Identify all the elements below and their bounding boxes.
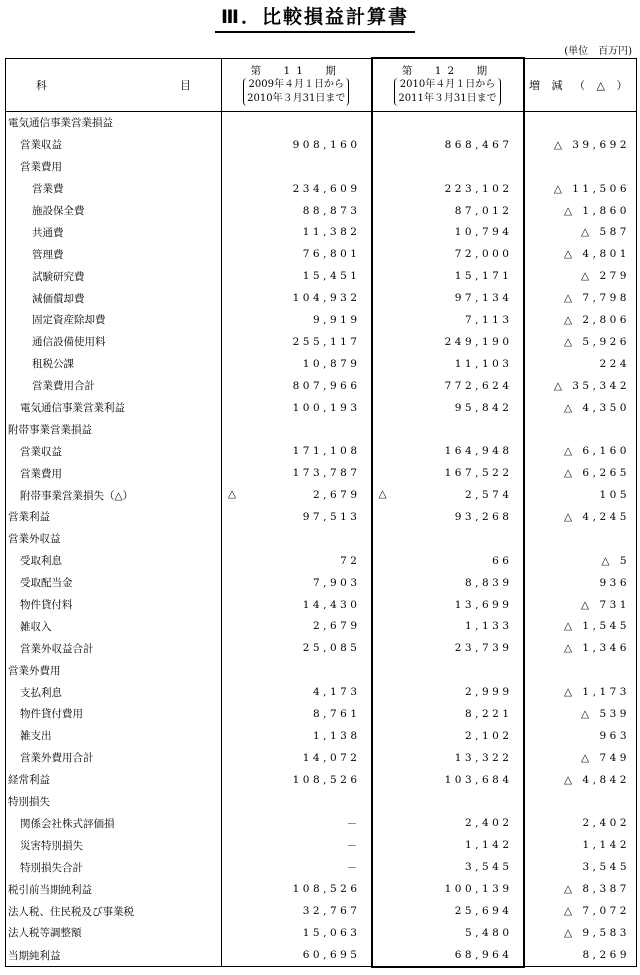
- period-12-value: [372, 243, 524, 265]
- change-value: △ 35,342: [524, 375, 637, 397]
- period-12-value: [372, 834, 524, 856]
- cell-value: 10,794: [454, 226, 513, 239]
- negative-mark: △: [378, 488, 387, 501]
- row-label: 特別損失: [6, 791, 222, 813]
- cell-value: 9,919: [312, 313, 361, 326]
- cell-value: 23,739: [454, 642, 513, 655]
- cell-value: 255,117: [292, 335, 361, 348]
- period-11-value: [222, 484, 372, 506]
- cell-value: 93,268: [454, 510, 513, 523]
- cell-value: 2,402: [464, 817, 513, 830]
- cell-value: 32,767: [302, 905, 361, 917]
- cell-value: 2,999: [464, 686, 513, 699]
- negative-mark: △: [228, 488, 237, 501]
- cell-value: 104,932: [292, 292, 361, 305]
- period-11-value: [222, 440, 372, 462]
- period-12-value: [372, 900, 524, 922]
- period-12-value: [372, 681, 524, 703]
- period-12-value: [372, 156, 524, 178]
- change-value: [524, 791, 637, 813]
- cell-value: 908,160: [292, 138, 361, 151]
- period-12-value: [372, 484, 524, 506]
- table-row: [6, 878, 637, 900]
- table-row: [6, 200, 637, 222]
- change-value: 2,402: [524, 813, 637, 835]
- cell-value: 807,966: [292, 379, 361, 392]
- period-12-value: [372, 309, 524, 331]
- table-row: [6, 506, 637, 528]
- table-row: [6, 813, 637, 835]
- row-label: 施設保全費: [6, 200, 222, 222]
- cell-value: 15,063: [302, 926, 361, 939]
- cell-value: 13,322: [454, 751, 513, 764]
- period-12-value: [372, 944, 524, 967]
- change-value: △ 6,265: [524, 462, 637, 484]
- period-11-value: [222, 637, 372, 659]
- period-11-value: [222, 353, 372, 375]
- change-value: △ 4,245: [524, 506, 637, 528]
- table-row: [6, 594, 637, 616]
- row-label: 営業費: [6, 178, 222, 200]
- period-12-value: [372, 769, 524, 791]
- cell-value: 8,761: [312, 707, 361, 720]
- row-label: 営業費用: [6, 462, 222, 484]
- row-label: 災害特別損失: [6, 834, 222, 856]
- row-label: 営業外収益: [6, 528, 222, 550]
- cell-value: 100,193: [292, 401, 361, 414]
- row-label: 関係会社株式評価損: [6, 813, 222, 835]
- cell-value: 60,695: [302, 949, 361, 962]
- period-12-value: [372, 813, 524, 835]
- cell-value: 2,574: [464, 489, 513, 502]
- change-value: 8,269: [524, 944, 637, 967]
- period-11-value: [222, 265, 372, 287]
- table-row: [6, 134, 637, 156]
- header-period-12: 第 12 期 2010年４月１日から 2011年３月31日まで: [372, 58, 524, 112]
- period-11-value: [222, 703, 372, 725]
- cell-value: －: [346, 839, 361, 852]
- period-12-value: [372, 878, 524, 900]
- table-row: [6, 856, 637, 878]
- cell-value: 66: [492, 554, 513, 567]
- table-header-row: [6, 58, 637, 112]
- cell-value: 234,609: [292, 182, 361, 195]
- row-label: 試験研究費: [6, 265, 222, 287]
- table-row: [6, 221, 637, 243]
- cell-value: 8,221: [464, 707, 513, 720]
- table-row: [6, 747, 637, 769]
- cell-value: 1,142: [464, 839, 513, 852]
- table-row: [6, 156, 637, 178]
- cell-value: 87,012: [454, 204, 513, 217]
- period-12-value: [372, 922, 524, 944]
- change-value: △ 1,346: [524, 637, 637, 659]
- period-11-value: [222, 200, 372, 222]
- cell-value: 15,451: [302, 270, 361, 283]
- cell-value: 10,879: [302, 357, 361, 370]
- cell-value: 72: [340, 554, 361, 567]
- change-value: △ 587: [524, 221, 637, 243]
- table-row: [6, 725, 637, 747]
- period-11-value: [222, 659, 372, 681]
- cell-value: 1,138: [312, 729, 361, 742]
- period-11-value: [222, 134, 372, 156]
- cell-value: 72,000: [454, 248, 513, 261]
- change-value: △ 4,350: [524, 397, 637, 419]
- cell-value: 171,108: [292, 445, 361, 458]
- period-11-value: [222, 900, 372, 922]
- cell-value: 100,139: [444, 883, 513, 896]
- period-11-value: [222, 462, 372, 484]
- change-value: 963: [524, 725, 637, 747]
- change-value: 1,142: [524, 834, 637, 856]
- period-12-value: [372, 462, 524, 484]
- period-11-value: [222, 112, 372, 134]
- period-12-value: [372, 659, 524, 681]
- period-12-value: [372, 134, 524, 156]
- period-11-value: [222, 221, 372, 243]
- cell-value: 4,173: [312, 686, 361, 699]
- table-row: [6, 265, 637, 287]
- cell-value: －: [346, 817, 361, 830]
- table-row: [6, 440, 637, 462]
- cell-value: 2,102: [464, 729, 513, 742]
- table-row: [6, 550, 637, 572]
- row-label: 固定資産除却費: [6, 309, 222, 331]
- row-label: 受取配当金: [6, 572, 222, 594]
- table-row: [6, 462, 637, 484]
- period-12-value: [372, 397, 524, 419]
- table-row: [6, 397, 637, 419]
- cell-value: 108,526: [292, 773, 361, 786]
- table-row: [6, 659, 637, 681]
- table-row: [6, 331, 637, 353]
- change-value: △ 7,798: [524, 287, 637, 309]
- period-11-value: [222, 791, 372, 813]
- change-value: 936: [524, 572, 637, 594]
- period-12-value: [372, 550, 524, 572]
- change-value: △ 8,387: [524, 878, 637, 900]
- period-11-value: [222, 156, 372, 178]
- table-row: [6, 615, 637, 637]
- row-label: 通信設備使用料: [6, 331, 222, 353]
- table-row: [6, 922, 637, 944]
- period-11-value: [222, 878, 372, 900]
- change-value: △ 2,806: [524, 309, 637, 331]
- row-label: 電気通信事業営業損益: [6, 112, 222, 134]
- change-value: [524, 528, 637, 550]
- change-value: △ 11,506: [524, 178, 637, 200]
- period-12-value: [372, 112, 524, 134]
- period-12-value: [372, 331, 524, 353]
- row-label: 物件貸付費用: [6, 703, 222, 725]
- change-value: [524, 659, 637, 681]
- change-value: △ 7,072: [524, 900, 637, 922]
- period-12-value: [372, 572, 524, 594]
- period-11-value: [222, 747, 372, 769]
- period-12-value: [372, 528, 524, 550]
- period-12-value: [372, 200, 524, 222]
- period-11-value: [222, 856, 372, 878]
- row-label: 法人税、住民税及び事業税: [6, 900, 222, 922]
- income-statement-table: [5, 57, 637, 968]
- row-label: 営業外収益合計: [6, 637, 222, 659]
- period-12-value: [372, 725, 524, 747]
- period-11-value: [222, 944, 372, 967]
- table-row: [6, 309, 637, 331]
- cell-value: 15,171: [454, 270, 513, 283]
- cell-value: 7,903: [312, 576, 361, 589]
- period-11-value: [222, 813, 372, 835]
- row-label: 附帯事業営業損益: [6, 418, 222, 440]
- period-12-value: [372, 353, 524, 375]
- period-11-value: [222, 922, 372, 944]
- cell-value: 68,964: [454, 948, 513, 961]
- row-label: 租税公課: [6, 353, 222, 375]
- page-title: Ⅲ．比較損益計算書: [0, 2, 640, 33]
- cell-value: 7,113: [464, 313, 513, 326]
- change-value: △ 539: [524, 703, 637, 725]
- table-row: [6, 112, 637, 134]
- change-value: △ 749: [524, 747, 637, 769]
- header-period-11: 第 11 期 2009年４月１日から 2010年３月31日まで: [222, 58, 372, 112]
- table-row: [6, 703, 637, 725]
- cell-value: 3,545: [464, 861, 513, 874]
- table-row: [6, 287, 637, 309]
- row-label: 共通費: [6, 221, 222, 243]
- period-11-value: [222, 375, 372, 397]
- cell-value: 97,513: [302, 510, 361, 523]
- period-11-value: [222, 572, 372, 594]
- table-row: [6, 418, 637, 440]
- table-row: [6, 681, 637, 703]
- change-value: △ 6,160: [524, 440, 637, 462]
- table-row: [6, 243, 637, 265]
- row-label: 当期純利益: [6, 944, 222, 967]
- cell-value: 1,133: [464, 620, 513, 633]
- row-label: 営業費用合計: [6, 375, 222, 397]
- change-value: △ 1,545: [524, 615, 637, 637]
- cell-value: 249,190: [444, 335, 513, 348]
- row-label: 営業費用: [6, 156, 222, 178]
- cell-value: 14,072: [302, 751, 361, 764]
- row-label: 税引前当期純利益: [6, 878, 222, 900]
- cell-value: 25,085: [302, 642, 361, 655]
- cell-value: 14,430: [302, 598, 361, 611]
- row-label: 雑収入: [6, 615, 222, 637]
- period-12-value: [372, 594, 524, 616]
- row-label: 支払利息: [6, 681, 222, 703]
- table-row: [6, 769, 637, 791]
- cell-value: 5,480: [464, 926, 513, 939]
- period-11-value: [222, 550, 372, 572]
- cell-value: 103,684: [444, 773, 513, 786]
- period-12-value: [372, 440, 524, 462]
- period-11-value: [222, 309, 372, 331]
- cell-value: 868,467: [444, 138, 513, 151]
- cell-value: 76,801: [302, 248, 361, 261]
- cell-value: 97,134: [454, 292, 513, 305]
- period-12-value: [372, 178, 524, 200]
- row-label: 営業利益: [6, 506, 222, 528]
- period-12-value: [372, 265, 524, 287]
- row-label: 雑支出: [6, 725, 222, 747]
- cell-value: －: [346, 861, 361, 874]
- period-12-value: [372, 615, 524, 637]
- table-row: [6, 528, 637, 550]
- row-label: 減価償却費: [6, 287, 222, 309]
- header-change: 増 減 （ △ ）: [524, 58, 637, 112]
- cell-value: 11,103: [454, 357, 513, 370]
- table-row: [6, 353, 637, 375]
- row-label: 附帯事業営業損失（△）: [6, 484, 222, 506]
- period-12-value: [372, 703, 524, 725]
- period-12-value: [372, 287, 524, 309]
- row-label: 物件貸付料: [6, 594, 222, 616]
- period-11-value: [222, 681, 372, 703]
- period-11-value: [222, 418, 372, 440]
- cell-value: 173,787: [292, 467, 361, 480]
- period-11-value: [222, 243, 372, 265]
- period-12-value: [372, 506, 524, 528]
- row-label: 電気通信事業営業利益: [6, 397, 222, 419]
- period-11-value: [222, 331, 372, 353]
- cell-value: 167,522: [444, 467, 513, 480]
- period-12-value: [372, 747, 524, 769]
- period-11-value: [222, 397, 372, 419]
- table-row: [6, 375, 637, 397]
- change-value: [524, 418, 637, 440]
- cell-value: 772,624: [444, 379, 513, 392]
- period-12-value: [372, 221, 524, 243]
- period-11-value: [222, 834, 372, 856]
- cell-value: 25,694: [454, 905, 513, 917]
- row-label: 営業収益: [6, 440, 222, 462]
- change-value: △ 279: [524, 265, 637, 287]
- period-11-value: [222, 528, 372, 550]
- period-12-value: [372, 791, 524, 813]
- period-12-value: [372, 856, 524, 878]
- change-value: △ 4,842: [524, 769, 637, 791]
- period-12-value: [372, 637, 524, 659]
- change-value: △ 39,692: [524, 134, 637, 156]
- cell-value: 13,699: [454, 598, 513, 611]
- table-row: [6, 944, 637, 967]
- change-value: 224: [524, 353, 637, 375]
- cell-value: 223,102: [444, 182, 513, 195]
- cell-value: 108,526: [292, 883, 361, 896]
- change-value: 3,545: [524, 856, 637, 878]
- cell-value: 2,679: [312, 489, 361, 502]
- change-value: 105: [524, 484, 637, 506]
- unit-label: (単位 百万円): [564, 46, 632, 57]
- row-label: 管理費: [6, 243, 222, 265]
- table-row: [6, 484, 637, 506]
- row-label: 経常利益: [6, 769, 222, 791]
- table-row: [6, 637, 637, 659]
- period-11-value: [222, 287, 372, 309]
- change-value: △ 9,583: [524, 922, 637, 944]
- row-label: 営業収益: [6, 134, 222, 156]
- cell-value: 95,842: [454, 401, 513, 414]
- header-item: 科 目: [6, 58, 222, 112]
- period-12-value: [372, 418, 524, 440]
- row-label: 営業外費用: [6, 659, 222, 681]
- table-row: [6, 572, 637, 594]
- row-label: 特別損失合計: [6, 856, 222, 878]
- cell-value: 88,873: [302, 204, 361, 217]
- change-value: △ 4,801: [524, 243, 637, 265]
- row-label: 受取利息: [6, 550, 222, 572]
- table-row: [6, 791, 637, 813]
- change-value: △ 1,173: [524, 681, 637, 703]
- change-value: [524, 156, 637, 178]
- row-label: 営業外費用合計: [6, 747, 222, 769]
- change-value: △ 1,860: [524, 200, 637, 222]
- period-11-value: [222, 725, 372, 747]
- period-11-value: [222, 615, 372, 637]
- period-11-value: [222, 769, 372, 791]
- change-value: △ 5,926: [524, 331, 637, 353]
- period-12-value: [372, 375, 524, 397]
- change-value: △ 731: [524, 594, 637, 616]
- period-11-value: [222, 594, 372, 616]
- cell-value: 11,382: [302, 226, 361, 239]
- table-row: [6, 900, 637, 922]
- period-11-value: [222, 178, 372, 200]
- table-row: [6, 178, 637, 200]
- period-11-value: [222, 506, 372, 528]
- table-row: [6, 834, 637, 856]
- change-value: [524, 112, 637, 134]
- cell-value: 2,679: [312, 620, 361, 633]
- cell-value: 8,839: [464, 576, 513, 589]
- row-label: 法人税等調整額: [6, 922, 222, 944]
- change-value: △ 5: [524, 550, 637, 572]
- cell-value: 164,948: [444, 445, 513, 458]
